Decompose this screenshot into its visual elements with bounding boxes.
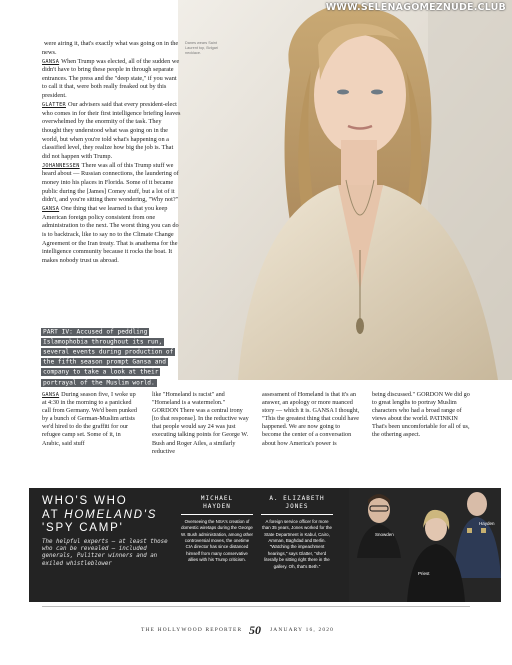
speaker-label: JOHANNESSEN xyxy=(42,162,80,169)
top-article-text xyxy=(42,40,182,266)
speaker-label: GANSA xyxy=(42,58,60,65)
bio-name-line: JONES xyxy=(285,503,309,510)
body-columns xyxy=(42,391,470,487)
column-2 xyxy=(152,391,250,456)
feature-photo xyxy=(178,0,512,380)
paragraph xyxy=(42,162,182,205)
photo-label-hayden: Hayden xyxy=(479,521,495,526)
issue-date: JANUARY 16, 2020 xyxy=(270,627,335,633)
photo-credit: Danes wears Saint Laurent top, Bvlgari necklace. xyxy=(185,41,218,55)
footer-divider xyxy=(42,606,470,607)
bio-text: Overseeing the NSA's creation of domestic wiretaps during the George W. Bush administration, among other controversial moves, the onetime CIA director has since distanced himself from many conservative allies with his Trump criticism. xyxy=(181,518,253,563)
column-3 xyxy=(262,391,360,448)
paragraph xyxy=(42,58,182,101)
paragraph xyxy=(42,205,182,265)
bio-divider xyxy=(261,514,333,515)
bio-divider xyxy=(181,514,253,515)
speaker-label: GLATTER xyxy=(42,102,66,109)
speaker-label: GANSA xyxy=(42,392,60,398)
whos-who-subtitle: The helpful experts — at least those who can be revealed — included generals, Pulitzer winners and an exiled whistleblower xyxy=(42,539,168,567)
paragraph-text: There was all of this Trump stuff we heard about — Russian connections, the laundering of money into his places in Florida. Some of it became public during the [James] Comey stuff, but a lot of it didn't, and you're sitting there wondering, "Why not?" xyxy=(42,161,179,204)
paragraph xyxy=(42,391,140,448)
bio-name xyxy=(181,495,253,511)
whos-who-sidebar xyxy=(29,488,501,602)
bio-name-line: HAYDEN xyxy=(203,503,231,510)
paragraph-text: During season five, I woke up at 4:30 in the morning to a panicked call from Germany. We'd been punked by a bunch of German-Muslim artists we'd hired to do the graffiti for our refugee camp set. Some of it, in Arabic, said stuff xyxy=(42,391,137,447)
column-1 xyxy=(42,391,140,448)
bio-name-line: MICHAEL xyxy=(200,495,234,502)
pull-quote xyxy=(41,327,181,388)
bio-name-line: A. ELIZABETH xyxy=(269,495,325,502)
publication-name: THE HOLLYWOOD REPORTER xyxy=(141,627,243,633)
paragraph-text: like "Homeland is racist" and "Homeland is a watermelon." GORDON There was a central irony [to that response]. In the reductive way that people would say 24 was just executing talking points for George W. Bush and Roger Ailes, a similarly reductive xyxy=(152,391,249,455)
title-italic: HOMELAND'S xyxy=(64,508,158,521)
title-line xyxy=(42,509,192,523)
bio-jones xyxy=(261,495,333,570)
paragraph-text: being discussed." GORDON We did go to great lengths to portray Muslim characters who had a broad range of views about the world. PATINKIN That's been uncomfortable for all of us, the othering aspect. xyxy=(372,391,470,439)
bio-hayden xyxy=(181,495,253,564)
paragraph-text: Our advisers said that every president-elect who comes in for their first intelligence briefing leaves overwhelmed by the enormity of the task. They thought they understood what was going on in the world, but when you're told what's happening on a classified level, they realize how big the job is. That did not happen with Trump. xyxy=(42,101,181,160)
column-4 xyxy=(372,391,470,440)
experts-photo xyxy=(349,488,501,602)
paragraph-text: One thing that we learned is that you keep American foreign policy consistent from one administration to the next. The worst thing you can do is to backtrack, like to say no to the Climate Change Agreement or the Iran treaty. That is anathema for the intelligence community because it rocks the boat. It makes nobody trust us abroad. xyxy=(42,205,179,264)
page-footer xyxy=(0,625,512,639)
paragraph-text: were airing it, that's exactly what was going on in the news. xyxy=(42,40,179,56)
photo-label-priest: Priest xyxy=(418,571,430,576)
title-line: 'SPY CAMP' xyxy=(42,522,124,534)
paragraph-text: assessment of Homeland is that it's an answer, an apology or more nuanced story — which it is. GANSA I thought, "This the greatest thing that could have happened. We are now going to become the center of a conversation about how America's power is xyxy=(262,391,360,447)
bio-name xyxy=(261,495,333,511)
pull-quote-text: PART IV: Accused of peddling Islamophobia throughout its run, several events during production of the fifth season prompt Gansa and company to take a look at their portrayal of the Muslim world. xyxy=(43,328,174,387)
bio-text: A foreign service officer for more than 35 years, Jones worked for the State Department in Kabul, Cairo, Amman, Baghdad and Berlin. "Watching the impeachment hearings," says Glatter, "she'd literally be sitting right there in the gallery. Oh, that's Beth." xyxy=(262,518,332,569)
title-prefix: AT xyxy=(42,508,65,521)
whos-who-title xyxy=(42,495,192,536)
photo-label-snowden: Snowden xyxy=(375,532,394,537)
speaker-label: GANSA xyxy=(42,206,60,213)
page-number: 50 xyxy=(249,623,261,637)
paragraph xyxy=(42,101,182,161)
title-line: WHO'S WHO xyxy=(42,495,128,507)
watermark: WWW.SELENAGOMEZNUDE.CLUB xyxy=(325,2,506,13)
paragraph-text: When Trump was elected, all of the sudden we didn't have to bring these people in through separate entrances. The press and the "deep state," if you want to call it that, were both really freaked out by this president. xyxy=(42,57,180,100)
experts-image xyxy=(349,488,501,602)
paragraph xyxy=(42,40,182,57)
portrait-image xyxy=(178,0,512,380)
